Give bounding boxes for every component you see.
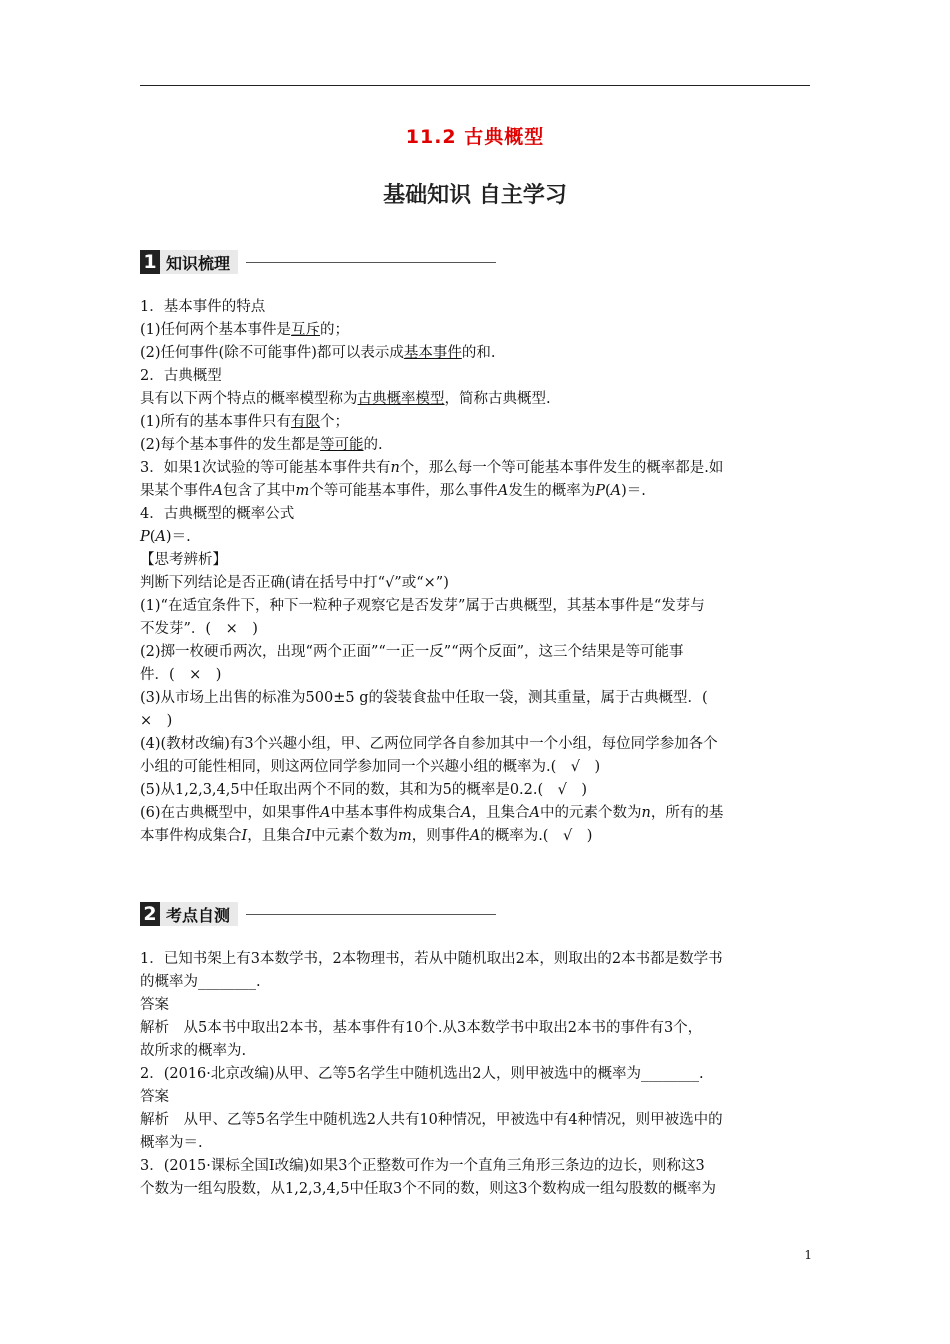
text-line — [140, 687, 812, 710]
text-line — [140, 971, 812, 994]
math-variable: I — [241, 828, 248, 844]
text-span: (5)从1,2,3,4,5中任取出两个不同的数，其和为5的概率是0.2.( √ ) — [140, 782, 588, 798]
selftest-content — [140, 948, 812, 1201]
section-title: 11.2 古典概型 — [405, 126, 545, 148]
text-span: 个等可能基本事件，那么事件 — [309, 483, 498, 499]
text-span: 个，那么每一个等可能基本事件发生的概率都是.如 — [399, 460, 724, 476]
text-line — [140, 319, 812, 342]
text-line — [140, 1132, 812, 1155]
text-line — [140, 296, 812, 319]
math-variable: m — [295, 483, 310, 499]
text-span: 发生的概率为 — [508, 483, 596, 499]
text-line — [140, 825, 812, 848]
text-line — [140, 457, 812, 480]
text-span: (3)从市场上出售的标准为500±5 g的袋装食盐中任取一袋，测其重量，属于古典概型．( — [140, 690, 708, 706]
text-span: ( — [604, 483, 611, 499]
text-line — [140, 595, 812, 618]
text-span: 中基本事件构成集合 — [330, 805, 462, 821]
underlined-term: 有限 — [291, 414, 321, 430]
section-rule — [246, 914, 496, 915]
text-span: 2．古典概型 — [140, 368, 222, 384]
text-span: 果某个事件 — [140, 483, 213, 499]
text-span: 1．基本事件的特点 — [140, 299, 266, 315]
text-span: ，所有的基 — [650, 805, 724, 821]
text-span: ，则事件 — [411, 828, 470, 844]
section-number: 2 — [140, 902, 160, 926]
math-variable: A — [497, 483, 509, 499]
math-variable: P — [140, 529, 150, 545]
page-number: 1 — [804, 1248, 812, 1262]
text-span: 答案 — [140, 1089, 169, 1105]
text-span: 小组的可能性相同，则这两位同学参加同一个兴趣小组的概率为.( √ ) — [140, 759, 601, 775]
text-line — [140, 1063, 812, 1086]
text-span: 个数为一组勾股数，从1,2,3,4,5中任取3个不同的数，则这3个数构成一组勾股数的概率为 — [140, 1181, 717, 1197]
math-variable: P — [595, 483, 605, 499]
text-span: (2)任何事件(除不可能事件)都可以表示成 — [140, 345, 404, 361]
text-line — [140, 733, 812, 756]
text-span: )＝. — [621, 483, 646, 499]
text-span: 具有以下两个特点的概率模型称为 — [140, 391, 358, 407]
section-label: 考点自测 — [160, 902, 238, 926]
math-variable: A — [155, 529, 166, 545]
math-variable: A — [461, 805, 472, 821]
underlined-term: 互斥 — [291, 322, 321, 338]
text-line — [140, 1086, 812, 1109]
math-variable: A — [469, 828, 481, 844]
text-span: 判断下列结论是否正确(请在括号中打“√”或“×”) — [140, 575, 449, 591]
text-line — [140, 664, 812, 687]
text-span: 故所求的概率为. — [140, 1043, 247, 1059]
text-span: 个； — [320, 414, 350, 430]
section-heading-knowledge — [140, 249, 496, 275]
text-line — [140, 572, 812, 595]
text-line — [140, 641, 812, 664]
text-span: ( — [149, 529, 156, 545]
text-line — [140, 480, 812, 503]
section-rule — [246, 262, 496, 263]
text-line — [140, 503, 812, 526]
text-line — [140, 1040, 812, 1063]
text-span: 1．已知书架上有3本数学书，2本物理书，若从中随机取出2本，则取出的2本书都是数学书 — [140, 951, 723, 967]
math-variable: m — [397, 828, 412, 844]
math-variable: A — [212, 483, 223, 499]
text-line — [140, 1109, 812, 1132]
underlined-term: 等可能 — [320, 437, 364, 453]
text-span: 的. — [363, 437, 383, 453]
text-line — [140, 365, 812, 388]
text-line — [140, 779, 812, 802]
text-span: (1)“在适宜条件下，种下一粒种子观察它是否发芽”属于古典概型，其基本事件是“发芽与 — [140, 598, 705, 614]
text-span: 3．如果1次试验的等可能基本事件共有 — [140, 460, 391, 476]
text-line — [140, 1155, 812, 1178]
text-span: (6)在古典概型中，如果事件 — [140, 805, 321, 821]
text-span: ，且集合 — [247, 828, 306, 844]
text-span: 的概率为.( √ ) — [480, 828, 593, 844]
text-line — [140, 618, 812, 641]
underlined-term: 古典概率模型 — [357, 391, 445, 407]
text-line — [140, 342, 812, 365]
text-span: (2)掷一枚硬币两次，出现“两个正面”“一正一反”“两个反面”，这三个结果是等可能事 — [140, 644, 684, 660]
text-line — [140, 411, 812, 434]
text-line — [140, 756, 812, 779]
text-span: (1)任何两个基本事件是 — [140, 322, 292, 338]
section-number: 1 — [140, 250, 160, 274]
text-line — [140, 434, 812, 457]
text-span: 不发芽”．( × ) — [140, 621, 258, 637]
text-span: 答案 — [140, 997, 169, 1013]
text-span: 的和. — [461, 345, 496, 361]
text-span: 包含了其中 — [222, 483, 296, 499]
text-line — [140, 710, 812, 733]
text-span: 2．(2016·北京改编)从甲、乙等5名学生中随机选出2人，则甲被选中的概率为________. — [140, 1066, 704, 1082]
text-line — [140, 1017, 812, 1040]
header-rule — [140, 85, 810, 86]
text-line — [140, 388, 812, 411]
text-line — [140, 994, 812, 1017]
math-variable: n — [390, 460, 400, 476]
knowledge-content — [140, 296, 812, 848]
text-span: 中元素个数为 — [310, 828, 398, 844]
text-line — [140, 1178, 812, 1201]
math-variable: I — [305, 828, 311, 844]
text-span: 件．( × ) — [140, 667, 222, 683]
text-span: (2)每个基本事件的发生都是 — [140, 437, 321, 453]
underlined-term: 基本事件 — [403, 345, 462, 361]
text-span: (4)(教材改编)有3个兴趣小组，甲、乙两位同学各自参加其中一个小组，每位同学参加各个 — [140, 736, 718, 752]
math-variable: n — [641, 805, 651, 821]
section-heading-selftest — [140, 901, 496, 927]
text-span: 解析 从5本书中取出2本书，基本事件有10个.从3本数学书中取出2本书的事件有3个， — [140, 1020, 703, 1036]
text-span: 中的元素个数为 — [540, 805, 642, 821]
section-label: 知识梳理 — [160, 250, 238, 274]
math-variable: A — [529, 805, 540, 821]
text-line — [140, 549, 812, 572]
text-span: × ) — [140, 713, 173, 729]
text-span: 的； — [320, 322, 350, 338]
text-span: 解析 从甲、乙等5名学生中随机选2人共有10种情况，甲被选中有4种情况，则甲被选中的 — [140, 1112, 723, 1128]
section-subtitle: 基础知识 自主学习 — [383, 183, 567, 208]
text-span: 的概率为________. — [140, 974, 261, 990]
math-variable: A — [320, 805, 331, 821]
text-span: 本事件构成集合 — [140, 828, 242, 844]
text-span: )＝. — [165, 529, 191, 545]
text-line — [140, 802, 812, 825]
text-span: 4．古典概型的概率公式 — [140, 506, 295, 522]
text-span: ，且集合 — [471, 805, 530, 821]
math-variable: A — [610, 483, 622, 499]
text-span: 【思考辨析】 — [140, 552, 227, 568]
text-span: 3．(2015·课标全国Ⅰ改编)如果3个正整数可作为一个直角三角形三条边的边长，则称这3 — [140, 1158, 705, 1174]
text-span: (1)所有的基本事件只有 — [140, 414, 292, 430]
text-span: 概率为＝. — [140, 1135, 203, 1151]
text-line — [140, 948, 812, 971]
text-span: ，简称古典概型. — [444, 391, 551, 407]
text-line — [140, 526, 812, 549]
